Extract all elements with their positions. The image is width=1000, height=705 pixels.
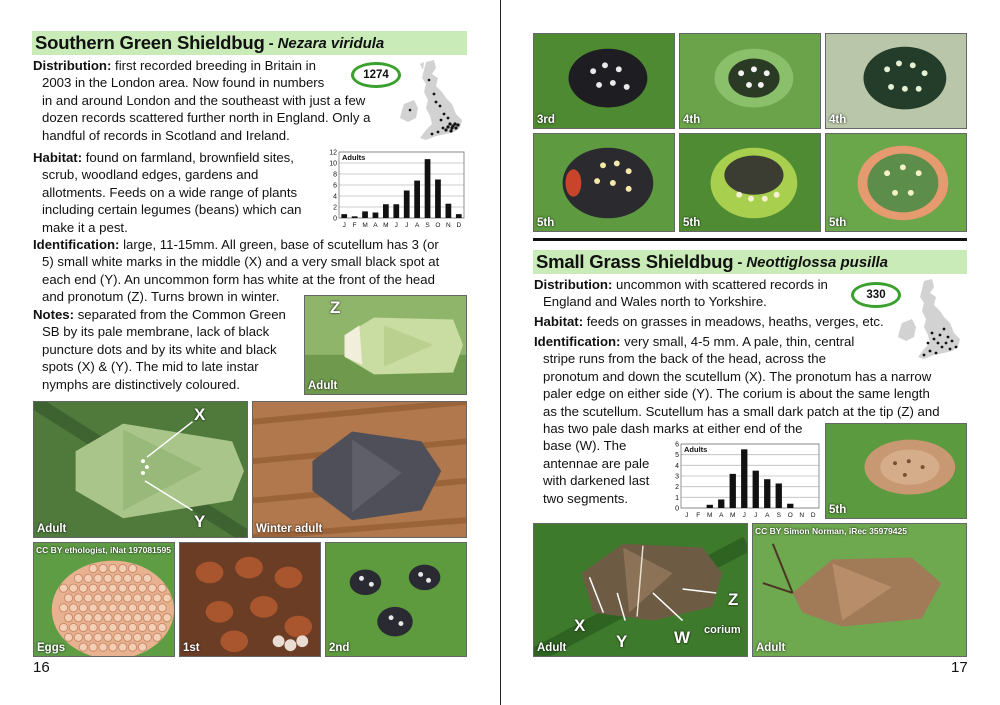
chart-ytick-label: 6 — [675, 441, 679, 449]
chart-bar — [404, 191, 410, 219]
photo-fifth-instar-a — [533, 133, 675, 232]
identification-line: and pronotum (Z). Turns brown in winter. — [42, 289, 280, 305]
photo-caption: 2nd — [329, 642, 350, 654]
page-number: 16 — [33, 659, 50, 676]
chart-ytick-label: 2 — [333, 204, 337, 212]
chart-xtick-label: A — [719, 512, 724, 519]
distribution-line: dozen records scattered further north in England. Only a — [42, 110, 371, 126]
notes-label: Notes: — [33, 307, 75, 322]
photo-third-instar — [533, 33, 675, 129]
distribution-label: Distribution: — [33, 58, 112, 73]
chart-ytick-label: 2 — [675, 484, 679, 492]
chart-ytick-label: 6 — [333, 182, 337, 190]
chart-xtick-label: D — [456, 222, 462, 229]
mark-w: W — [674, 628, 691, 647]
record-count-badge: 1274 — [351, 62, 401, 88]
photo-adult-marks — [33, 401, 248, 538]
photo-fourth-instar-a — [679, 33, 821, 129]
notes-line: nymphs are distinctively coloured. — [42, 376, 240, 392]
photo-winter-adult — [252, 401, 467, 538]
habitat-label: Habitat: — [534, 314, 584, 329]
chart-bar — [787, 504, 793, 508]
photo-caption: Adult — [756, 642, 786, 654]
identification-line: antennae are pale — [543, 455, 650, 471]
photo-second-instar — [325, 542, 467, 657]
photo-fifth-instar-b — [679, 133, 821, 232]
photo-credit: CC BY ethologist, iNat 197081595 — [36, 545, 171, 555]
mark-y: Y — [616, 632, 628, 651]
scientific-name: Nezara viridula — [277, 34, 385, 52]
chart-xtick-label: A — [373, 222, 378, 229]
photo-caption: 5th — [537, 217, 555, 229]
chart-ytick-label: 4 — [675, 462, 679, 470]
photo-caption: 5th — [829, 504, 847, 516]
habitat-line: feeds on grasses in meadows, heaths, verges, etc. — [583, 314, 884, 329]
species-title-bar — [32, 31, 467, 55]
chart-xtick-label: M — [383, 222, 389, 229]
chart-ytick-label: 4 — [333, 193, 337, 201]
chart-xtick-label: J — [394, 222, 398, 229]
chart-bar — [414, 181, 420, 218]
chart-xtick-label: M — [707, 512, 713, 519]
mark-z: Z — [330, 298, 341, 317]
corium-label: corium — [704, 624, 741, 636]
photo-grass-fifth-instar — [825, 423, 967, 519]
chart-bar — [456, 214, 462, 218]
habitat-label: Habitat: — [33, 150, 83, 165]
distribution-line: England and Wales north to Yorkshire. — [543, 294, 767, 310]
identification-line: 5) small white marks in the middle (X) and a very small black spot at — [42, 254, 440, 270]
notes-line: SB by its pale membrane, lack of black — [42, 324, 270, 340]
mark-z: Z — [728, 590, 739, 609]
habitat-line: make it a pest. — [42, 219, 128, 235]
chart-ytick-label: 10 — [329, 160, 337, 168]
chart-bar — [776, 483, 782, 508]
chart-bar — [753, 471, 759, 508]
chart-title: Adults — [342, 153, 366, 162]
distribution-paragraph — [534, 276, 854, 311]
chart-xtick-label: F — [696, 512, 701, 519]
mark-x: X — [574, 616, 586, 635]
identification-line: each end (Y). An uncommon form has white at the front of the head — [42, 271, 435, 287]
habitat-paragraph — [534, 313, 904, 330]
identification-label: Identification: — [534, 334, 621, 349]
photo-caption: 4th — [683, 114, 701, 126]
chart-title: Adults — [684, 445, 708, 454]
photo-caption: 4th — [829, 114, 847, 126]
chart-xtick-label: N — [799, 512, 805, 519]
chart-ytick-label: 3 — [675, 473, 679, 481]
photo-adult-pale-form — [304, 295, 467, 395]
photo-fifth-instar-c — [825, 133, 967, 232]
section-divider — [533, 238, 967, 241]
habitat-line: found on farmland, brownfield sites, — [82, 150, 294, 165]
photo-eggs — [33, 542, 175, 657]
photo-caption: Adult — [537, 642, 567, 654]
habitat-paragraph — [33, 149, 333, 236]
species-title: Small Grass Shieldbug — [536, 251, 734, 272]
distribution-line: in and around London and the southeast with just a few — [42, 92, 366, 108]
identification-label: Identification: — [33, 237, 120, 252]
chart-ytick-label: 0 — [333, 215, 337, 223]
species-title-bar — [533, 250, 967, 274]
chart-xtick-label: S — [776, 512, 781, 519]
mark-x: X — [194, 405, 206, 424]
chart-xtick-label: N — [446, 222, 451, 229]
distribution-line: 2003 in the London area. Now found in numbers — [42, 75, 325, 91]
identification-line: has two pale dash marks at either end of the — [543, 421, 803, 437]
distribution-label: Distribution: — [534, 277, 613, 292]
identification-line: as the scutellum. Scutellum has a small dark patch at the tip (Z) and — [543, 403, 940, 419]
chart-xtick-label: J — [742, 512, 746, 519]
photo-first-instar — [179, 542, 321, 657]
identification-line: paler edge on either side (Y). The corium is about the same length — [543, 386, 930, 402]
identification-line: large, 11-15mm. All green, base of scutellum has 3 (or — [119, 237, 439, 252]
chart-xtick-label: D — [810, 512, 816, 519]
chart-bar — [362, 211, 368, 218]
chart-bar — [352, 216, 358, 218]
chart-xtick-label: A — [414, 222, 420, 229]
chart-xtick-label: J — [405, 222, 409, 229]
chart-ytick-label: 0 — [675, 505, 679, 513]
notes-line: spots (X) & (Y). The mid to late instar — [42, 359, 259, 375]
mark-y: Y — [194, 512, 206, 531]
photo-caption: 5th — [829, 217, 847, 229]
title-separator: - — [737, 253, 743, 271]
habitat-line: including certain legumes (beans) which can — [42, 202, 302, 218]
chart-xtick-label: S — [425, 222, 430, 229]
chart-xtick-label: O — [787, 512, 793, 519]
chart-ytick-label: 12 — [329, 149, 337, 157]
record-count-badge: 330 — [851, 282, 901, 308]
adults-phenology-chart — [667, 440, 822, 520]
photo-grass-adult — [752, 523, 967, 657]
page-number: 17 — [951, 659, 968, 676]
distribution-line: first recorded breeding in Britain in — [111, 58, 316, 73]
identification-line: with darkened last — [543, 473, 650, 489]
photo-credit: CC BY Simon Norman, iRec 35979425 — [755, 526, 907, 536]
chart-bar — [741, 449, 747, 508]
chart-xtick-label: M — [730, 512, 736, 519]
chart-bar — [730, 474, 736, 508]
distribution-paragraph — [33, 57, 393, 144]
distribution-map — [396, 58, 468, 150]
identification-line: base (W). The — [543, 438, 627, 454]
identification-line: two segments. — [543, 490, 629, 506]
chart-bar — [373, 213, 379, 219]
chart-bar — [764, 479, 770, 508]
scientific-name: Neottiglossa pusilla — [746, 253, 889, 271]
photo-caption: Winter adult — [256, 523, 323, 535]
photo-caption: Adult — [308, 380, 338, 392]
right-page — [501, 0, 1000, 705]
notes-line: puncture dots and by its white and black — [42, 341, 277, 357]
chart-bar — [425, 159, 431, 218]
chart-ytick-label: 1 — [675, 494, 679, 502]
species-title: Southern Green Shieldbug — [35, 32, 265, 53]
chart-bar — [341, 214, 347, 218]
photo-grass-adult-marks — [533, 523, 748, 657]
notes-line: separated from the Common Green — [74, 307, 286, 322]
chart-bar — [393, 204, 399, 218]
notes-paragraph — [33, 306, 303, 393]
chart-bar — [718, 499, 724, 508]
distribution-line: uncommon with scattered records in — [612, 277, 828, 292]
chart-xtick-label: J — [754, 512, 758, 519]
adults-phenology-chart — [325, 148, 467, 230]
habitat-line: allotments. Feeds on a wide range of plants — [42, 184, 298, 200]
title-separator: - — [268, 34, 274, 52]
identification-line: pronotum and down the scutellum (X). The pronotum has a narrow — [543, 368, 932, 384]
chart-xtick-label: J — [685, 512, 689, 519]
chart-bar — [383, 204, 389, 218]
photo-caption: Adult — [37, 523, 67, 535]
chart-xtick-label: J — [342, 222, 346, 229]
chart-xtick-label: O — [435, 222, 441, 229]
chart-ytick-label: 5 — [675, 452, 679, 460]
identification-line: stripe runs from the back of the head, across the — [543, 351, 826, 367]
photo-fourth-instar-b — [825, 33, 967, 129]
photo-caption: 5th — [683, 217, 701, 229]
chart-bar — [435, 180, 441, 219]
photo-caption: 1st — [183, 642, 200, 654]
habitat-line: scrub, woodland edges, gardens and — [42, 167, 259, 183]
chart-ytick-label: 8 — [333, 171, 337, 179]
chart-xtick-label: A — [765, 512, 770, 519]
photo-caption: 3rd — [537, 114, 555, 126]
chart-bar — [707, 505, 713, 508]
chart-bar — [446, 204, 452, 218]
chart-xtick-label: M — [362, 222, 368, 229]
distribution-line: handful of records in Scotland and Ireland. — [42, 127, 290, 143]
identification-line: very small, 4-5 mm. A pale, thin, central — [620, 334, 855, 349]
chart-xtick-label: F — [352, 222, 357, 229]
photo-caption: Eggs — [37, 642, 66, 654]
